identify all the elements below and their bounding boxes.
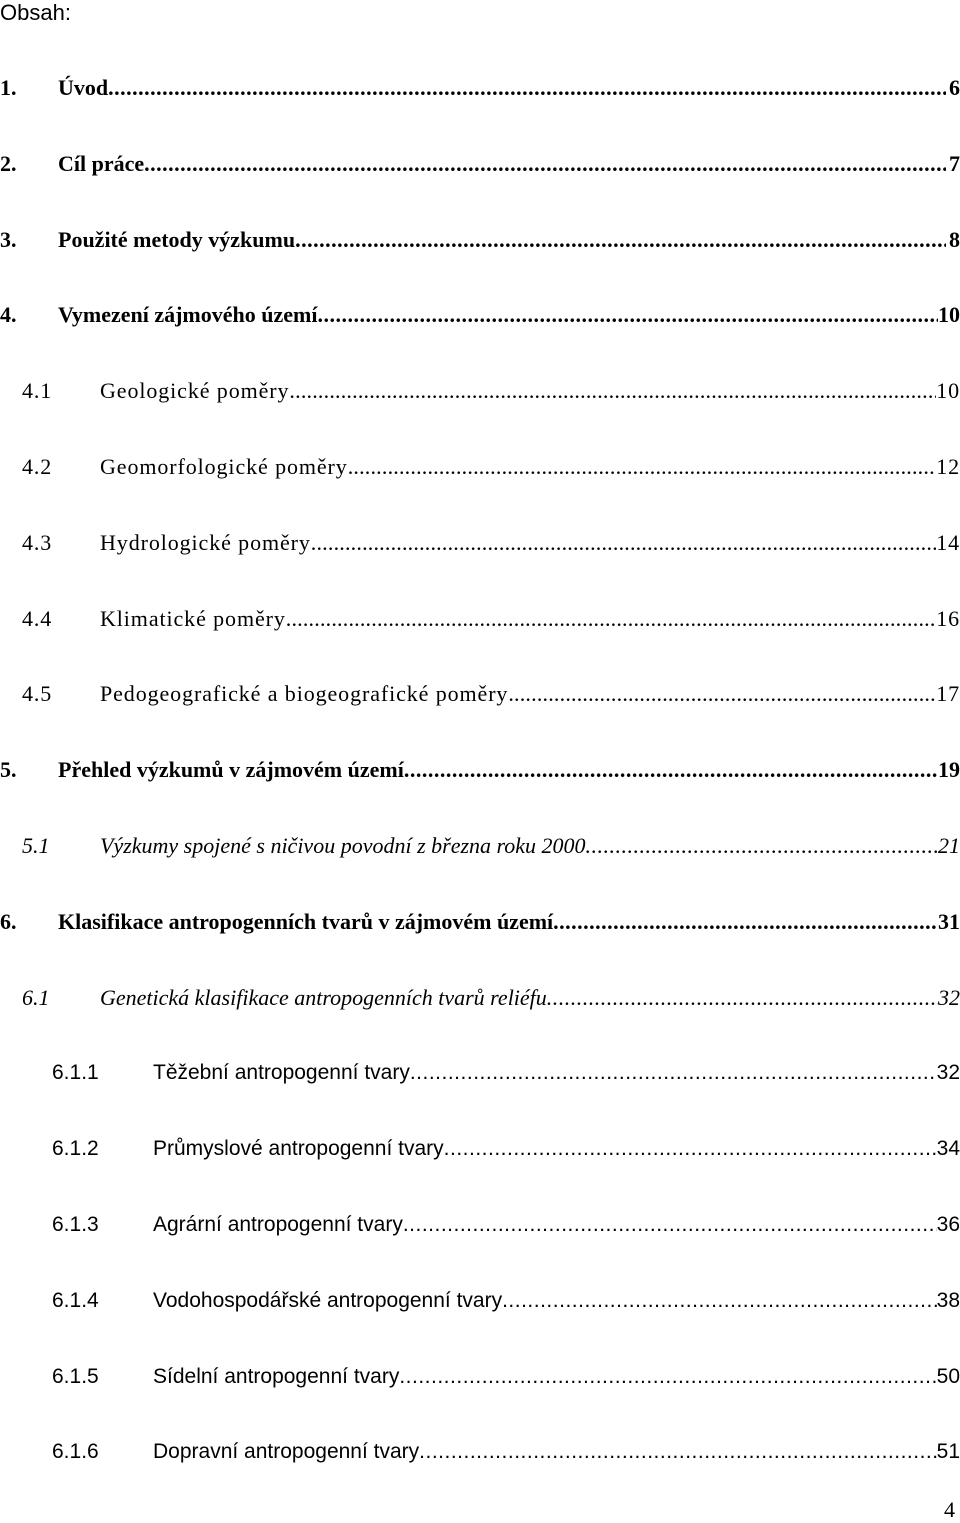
toc-dot-leader: [547, 981, 938, 1015]
toc-entry-title: Vodohospodářské antropogenní tvary: [153, 1289, 503, 1312]
toc-entry-title: Těžební antropogenní tvary: [153, 1061, 410, 1084]
toc-entry-title: Genetická klasifikace antropogenních tvarů reliéfu: [100, 985, 547, 1010]
toc-entry-body: [153, 1284, 960, 1318]
toc-entry-number: 6.1.3: [52, 1213, 99, 1236]
toc-entry-number: 4.4: [22, 606, 53, 631]
toc-entry-page: 7: [949, 151, 960, 176]
toc-entry-page: 19: [938, 757, 960, 782]
toc-entry-number: 4.2: [22, 454, 53, 479]
toc-entry-title: Vymezení zájmového území: [58, 302, 318, 327]
toc-entry-body: [58, 223, 960, 257]
toc-entry-number: 1.: [0, 75, 17, 100]
toc-entry[interactable]: [0, 147, 960, 181]
toc-entry-title: Klimatické poměry: [100, 606, 286, 631]
toc-entry-number: 5.: [0, 757, 17, 782]
toc-entry-page: 34: [936, 1137, 960, 1160]
toc-entry[interactable]: [0, 1360, 960, 1394]
toc-entry-page: 51: [936, 1440, 960, 1463]
toc-dot-leader: [289, 374, 936, 408]
toc-entry-number: 6.1.1: [52, 1061, 99, 1084]
toc-entry-body: [100, 602, 960, 636]
toc-entry-title: Použité metody výzkumu: [58, 227, 296, 252]
toc-entry-page: 10: [936, 378, 960, 403]
toc-entry[interactable]: [0, 374, 960, 408]
toc-entry-body: [100, 374, 960, 408]
toc-entry-number: 4.5: [22, 681, 53, 706]
toc-entry-body: [58, 298, 960, 332]
toc-entry-page: 36: [936, 1213, 960, 1236]
toc-entry[interactable]: [0, 223, 960, 257]
toc-entry-body: [153, 1435, 960, 1469]
toc-entry[interactable]: [0, 981, 960, 1015]
toc-entry-page: 14: [936, 530, 960, 555]
toc-entry-title: Klasifikace antropogenních tvarů v zájmovém území: [58, 909, 554, 934]
toc-entry[interactable]: [0, 602, 960, 636]
toc-entry-page: 32: [936, 1061, 960, 1084]
toc-heading: Obsah:: [0, 0, 71, 25]
toc-entry-number: 4.: [0, 302, 17, 327]
toc-entry-title: Úvod: [58, 75, 109, 100]
toc-entry-number: 6.1.6: [52, 1440, 99, 1463]
toc-entry[interactable]: [0, 1435, 960, 1469]
toc-dot-leader: [419, 1435, 936, 1469]
toc-entry-number: 6.1: [22, 985, 50, 1010]
toc-entry-body: [153, 1208, 960, 1242]
toc-entry[interactable]: [0, 1284, 960, 1318]
toc-entry-number: 2.: [0, 151, 17, 176]
toc-entry[interactable]: [0, 526, 960, 560]
toc-entry-page: 10: [938, 302, 960, 327]
toc-dot-leader: [508, 677, 936, 711]
toc-entry-body: [153, 1056, 960, 1090]
toc-entry-body: [100, 526, 960, 560]
toc-entry[interactable]: [0, 1132, 960, 1166]
toc-entry[interactable]: [0, 450, 960, 484]
toc-dot-leader: [410, 1056, 937, 1090]
toc-entry-page: 17: [936, 681, 960, 706]
toc-entry-number: 4.3: [22, 530, 53, 555]
toc-entry[interactable]: [0, 753, 960, 787]
toc-entry-title: Geomorfologické poměry: [100, 454, 348, 479]
toc-dot-leader: [144, 147, 946, 181]
toc-entry-title: Geologické poměry: [100, 378, 290, 403]
toc-dot-leader: [403, 1208, 937, 1242]
toc-entry-page: 6: [949, 75, 960, 100]
toc-dot-leader: [108, 71, 946, 105]
toc-entry-page: 32: [938, 985, 960, 1010]
toc-entry[interactable]: [0, 1208, 960, 1242]
toc-entry-number: 6.1.5: [52, 1365, 99, 1388]
toc-entry-number: 6.1.2: [52, 1137, 99, 1160]
toc-entry-body: [58, 71, 960, 105]
toc-dot-leader: [311, 526, 936, 560]
toc-entry-title: Sídelní antropogenní tvary: [153, 1365, 400, 1388]
toc-entry-number: 3.: [0, 227, 17, 252]
toc-dot-leader: [502, 1284, 937, 1318]
toc-entry-number: 5.1: [22, 833, 50, 858]
toc-entry-page: 21: [938, 833, 960, 858]
toc-dot-leader: [444, 1132, 937, 1166]
toc-dot-leader: [586, 829, 938, 863]
toc-entry-title: Výzkumy spojené s ničivou povodní z března roku 2000: [100, 833, 586, 858]
toc-dot-leader: [404, 753, 938, 787]
toc-entry[interactable]: [0, 1056, 960, 1090]
toc-dot-leader: [348, 450, 937, 484]
toc-entry-page: 31: [938, 909, 960, 934]
toc-entry-title: Agrární antropogenní tvary: [153, 1213, 403, 1236]
toc-entry-title: Průmyslové antropogenní tvary: [153, 1137, 444, 1160]
toc-entry-number: 4.1: [22, 378, 53, 403]
toc-entry-page: 38: [936, 1289, 960, 1312]
toc-entry-body: [153, 1360, 960, 1394]
toc-entry[interactable]: [0, 829, 960, 863]
toc-entry-number: 6.: [0, 909, 17, 934]
toc-entry-body: [100, 981, 960, 1015]
toc-entry-title: Hydrologické poměry: [100, 530, 311, 555]
toc-entry-title: Přehled výzkumů v zájmovém území: [58, 757, 404, 782]
toc-entry-body: [100, 677, 960, 711]
toc-dot-leader: [286, 602, 936, 636]
toc-dot-leader: [317, 298, 938, 332]
toc-entry-body: [100, 450, 960, 484]
toc-dot-leader: [553, 905, 938, 939]
toc-entry-page: 12: [936, 454, 960, 479]
toc-entry[interactable]: [0, 298, 960, 332]
toc-dot-leader: [295, 223, 946, 257]
toc-entry-body: [58, 753, 960, 787]
toc-entry-page: 16: [936, 606, 960, 631]
toc-entry[interactable]: [0, 677, 960, 711]
toc-entry-page: 50: [936, 1365, 960, 1388]
toc-entry[interactable]: [0, 71, 960, 105]
toc-entry-number: 6.1.4: [52, 1289, 99, 1312]
toc-entry-body: [100, 829, 960, 863]
toc-entry-page: 8: [949, 227, 960, 252]
toc-entry-title: Cíl práce: [58, 151, 145, 176]
toc-dot-leader: [399, 1360, 936, 1394]
toc-entry-body: [58, 147, 960, 181]
page-number: 4: [944, 1497, 955, 1522]
toc-entry-title: Dopravní antropogenní tvary: [153, 1440, 420, 1463]
toc-entry-body: [153, 1132, 960, 1166]
toc-entry-title: Pedogeografické a biogeografické poměry: [100, 681, 509, 706]
toc-entry-body: [58, 905, 960, 939]
toc-entry[interactable]: [0, 905, 960, 939]
